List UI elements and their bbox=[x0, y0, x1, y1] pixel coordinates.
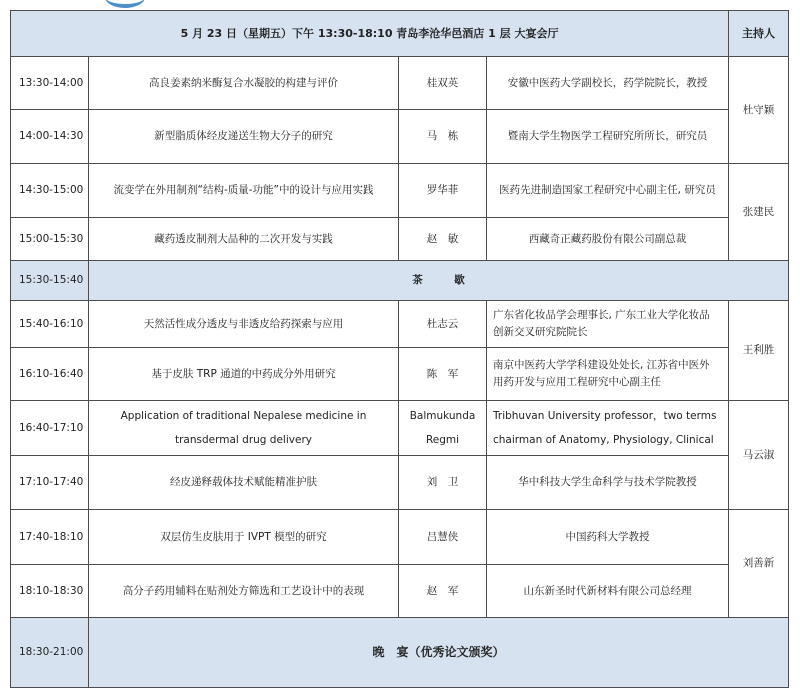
topic-line: transdermal drug delivery bbox=[175, 434, 312, 446]
affiliation-cell: 安徽中医药大学副校长，药学院院长，教授 bbox=[487, 57, 729, 110]
time-cell: 15:40-16:10 bbox=[11, 301, 89, 348]
speaker-cell: 杜志云 bbox=[399, 301, 487, 348]
break-row bbox=[11, 261, 789, 301]
host-cell: 刘善新 bbox=[729, 510, 789, 618]
topic-cell bbox=[89, 401, 399, 456]
host-cell: 马云淑 bbox=[729, 401, 789, 510]
break-label: 茶 歇 bbox=[89, 261, 789, 301]
topic-cell: 双层仿生皮肤用于 IVPT 模型的研究 bbox=[89, 510, 399, 565]
speaker-cell: 桂双英 bbox=[399, 57, 487, 110]
table-header-row bbox=[11, 11, 789, 57]
affiliation-line: 广东省化妆品学会理事长, 广东工业大学化妆品 bbox=[493, 309, 710, 321]
time-cell: 14:00-14:30 bbox=[11, 110, 89, 164]
time-cell: 17:40-18:10 bbox=[11, 510, 89, 565]
table-row bbox=[11, 348, 789, 401]
affiliation-cell: 山东新圣时代新材料有限公司总经理 bbox=[487, 565, 729, 618]
dinner-row bbox=[11, 618, 789, 688]
header-decoration-arc bbox=[105, 0, 145, 8]
affiliation-cell: 西藏奇正藏药股份有限公司副总裁 bbox=[487, 218, 729, 261]
time-cell: 16:10-16:40 bbox=[11, 348, 89, 401]
speaker-cell bbox=[399, 401, 487, 456]
session-heading: 5 月 23 日（星期五）下午 13:30-18:10 青岛李沧华邑酒店 1 层 大宴会厅 bbox=[11, 11, 729, 57]
table-row bbox=[11, 57, 789, 110]
topic-cell: 基于皮肤 TRP 通道的中药成分外用研究 bbox=[89, 348, 399, 401]
topic-cell: 新型脂质体经皮递送生物大分子的研究 bbox=[89, 110, 399, 164]
host-cell: 杜守颖 bbox=[729, 57, 789, 164]
affiliation-line: 用药开发与应用工程研究中心副主任 bbox=[493, 376, 661, 388]
time-cell: 14:30-15:00 bbox=[11, 164, 89, 218]
affiliation-cell: 医药先进制造国家工程研究中心副主任, 研究员 bbox=[487, 164, 729, 218]
affiliation-cell: 华中科技大学生命科学与技术学院教授 bbox=[487, 456, 729, 510]
dinner-label: 晚 宴（优秀论文颁奖） bbox=[89, 618, 789, 688]
speaker-cell: 马 栋 bbox=[399, 110, 487, 164]
host-column-heading: 主持人 bbox=[729, 11, 789, 57]
topic-line: Application of traditional Nepalese medicine in bbox=[120, 410, 367, 422]
topic-cell: 经皮递释载体技术赋能精准护肤 bbox=[89, 456, 399, 510]
topic-cell: 高良姜素纳米酶复合水凝胶的构建与评价 bbox=[89, 57, 399, 110]
time-cell: 13:30-14:00 bbox=[11, 57, 89, 110]
dinner-time-cell: 18:30-21:00 bbox=[11, 618, 89, 688]
table-row bbox=[11, 164, 789, 218]
affiliation-cell bbox=[487, 401, 729, 456]
time-cell: 16:40-17:10 bbox=[11, 401, 89, 456]
affiliation-line: chairman of Anatomy, Physiology, Clinical bbox=[493, 434, 714, 446]
affiliation-line: Tribhuvan University professor，two terms bbox=[493, 410, 717, 422]
table-row bbox=[11, 565, 789, 618]
speaker-cell: 刘 卫 bbox=[399, 456, 487, 510]
time-cell: 15:00-15:30 bbox=[11, 218, 89, 261]
speaker-line: Regmi bbox=[425, 434, 460, 446]
table-row bbox=[11, 401, 789, 456]
speaker-line: Balmukunda bbox=[409, 410, 476, 422]
speaker-cell: 罗华菲 bbox=[399, 164, 487, 218]
topic-cell: 流变学在外用制剂“结构-质量-功能”中的设计与应用实践 bbox=[89, 164, 399, 218]
table-row bbox=[11, 110, 789, 164]
topic-cell: 天然活性成分透皮与非透皮给药探索与应用 bbox=[89, 301, 399, 348]
affiliation-cell: 中国药科大学教授 bbox=[487, 510, 729, 565]
affiliation-cell bbox=[487, 301, 729, 348]
table-row bbox=[11, 301, 789, 348]
table-row bbox=[11, 218, 789, 261]
table-row bbox=[11, 456, 789, 510]
table-row bbox=[11, 510, 789, 565]
speaker-cell: 赵 军 bbox=[399, 565, 487, 618]
topic-cell: 藏药透皮制剂大品种的二次开发与实践 bbox=[89, 218, 399, 261]
schedule-table bbox=[10, 10, 789, 688]
time-cell: 17:10-17:40 bbox=[11, 456, 89, 510]
affiliation-cell bbox=[487, 348, 729, 401]
time-cell: 18:10-18:30 bbox=[11, 565, 89, 618]
affiliation-line: 创新交叉研究院院长 bbox=[493, 326, 588, 338]
speaker-cell: 陈 军 bbox=[399, 348, 487, 401]
break-time-cell: 15:30-15:40 bbox=[11, 261, 89, 301]
topic-cell: 高分子药用辅料在贴剂处方筛选和工艺设计中的表现 bbox=[89, 565, 399, 618]
speaker-cell: 赵 敏 bbox=[399, 218, 487, 261]
host-cell: 张建民 bbox=[729, 164, 789, 261]
speaker-cell: 吕慧侠 bbox=[399, 510, 487, 565]
host-cell: 王利胜 bbox=[729, 301, 789, 401]
affiliation-cell: 暨南大学生物医学工程研究所所长，研究员 bbox=[487, 110, 729, 164]
affiliation-line: 南京中医药大学学科建设处处长, 江苏省中医外 bbox=[493, 359, 710, 371]
